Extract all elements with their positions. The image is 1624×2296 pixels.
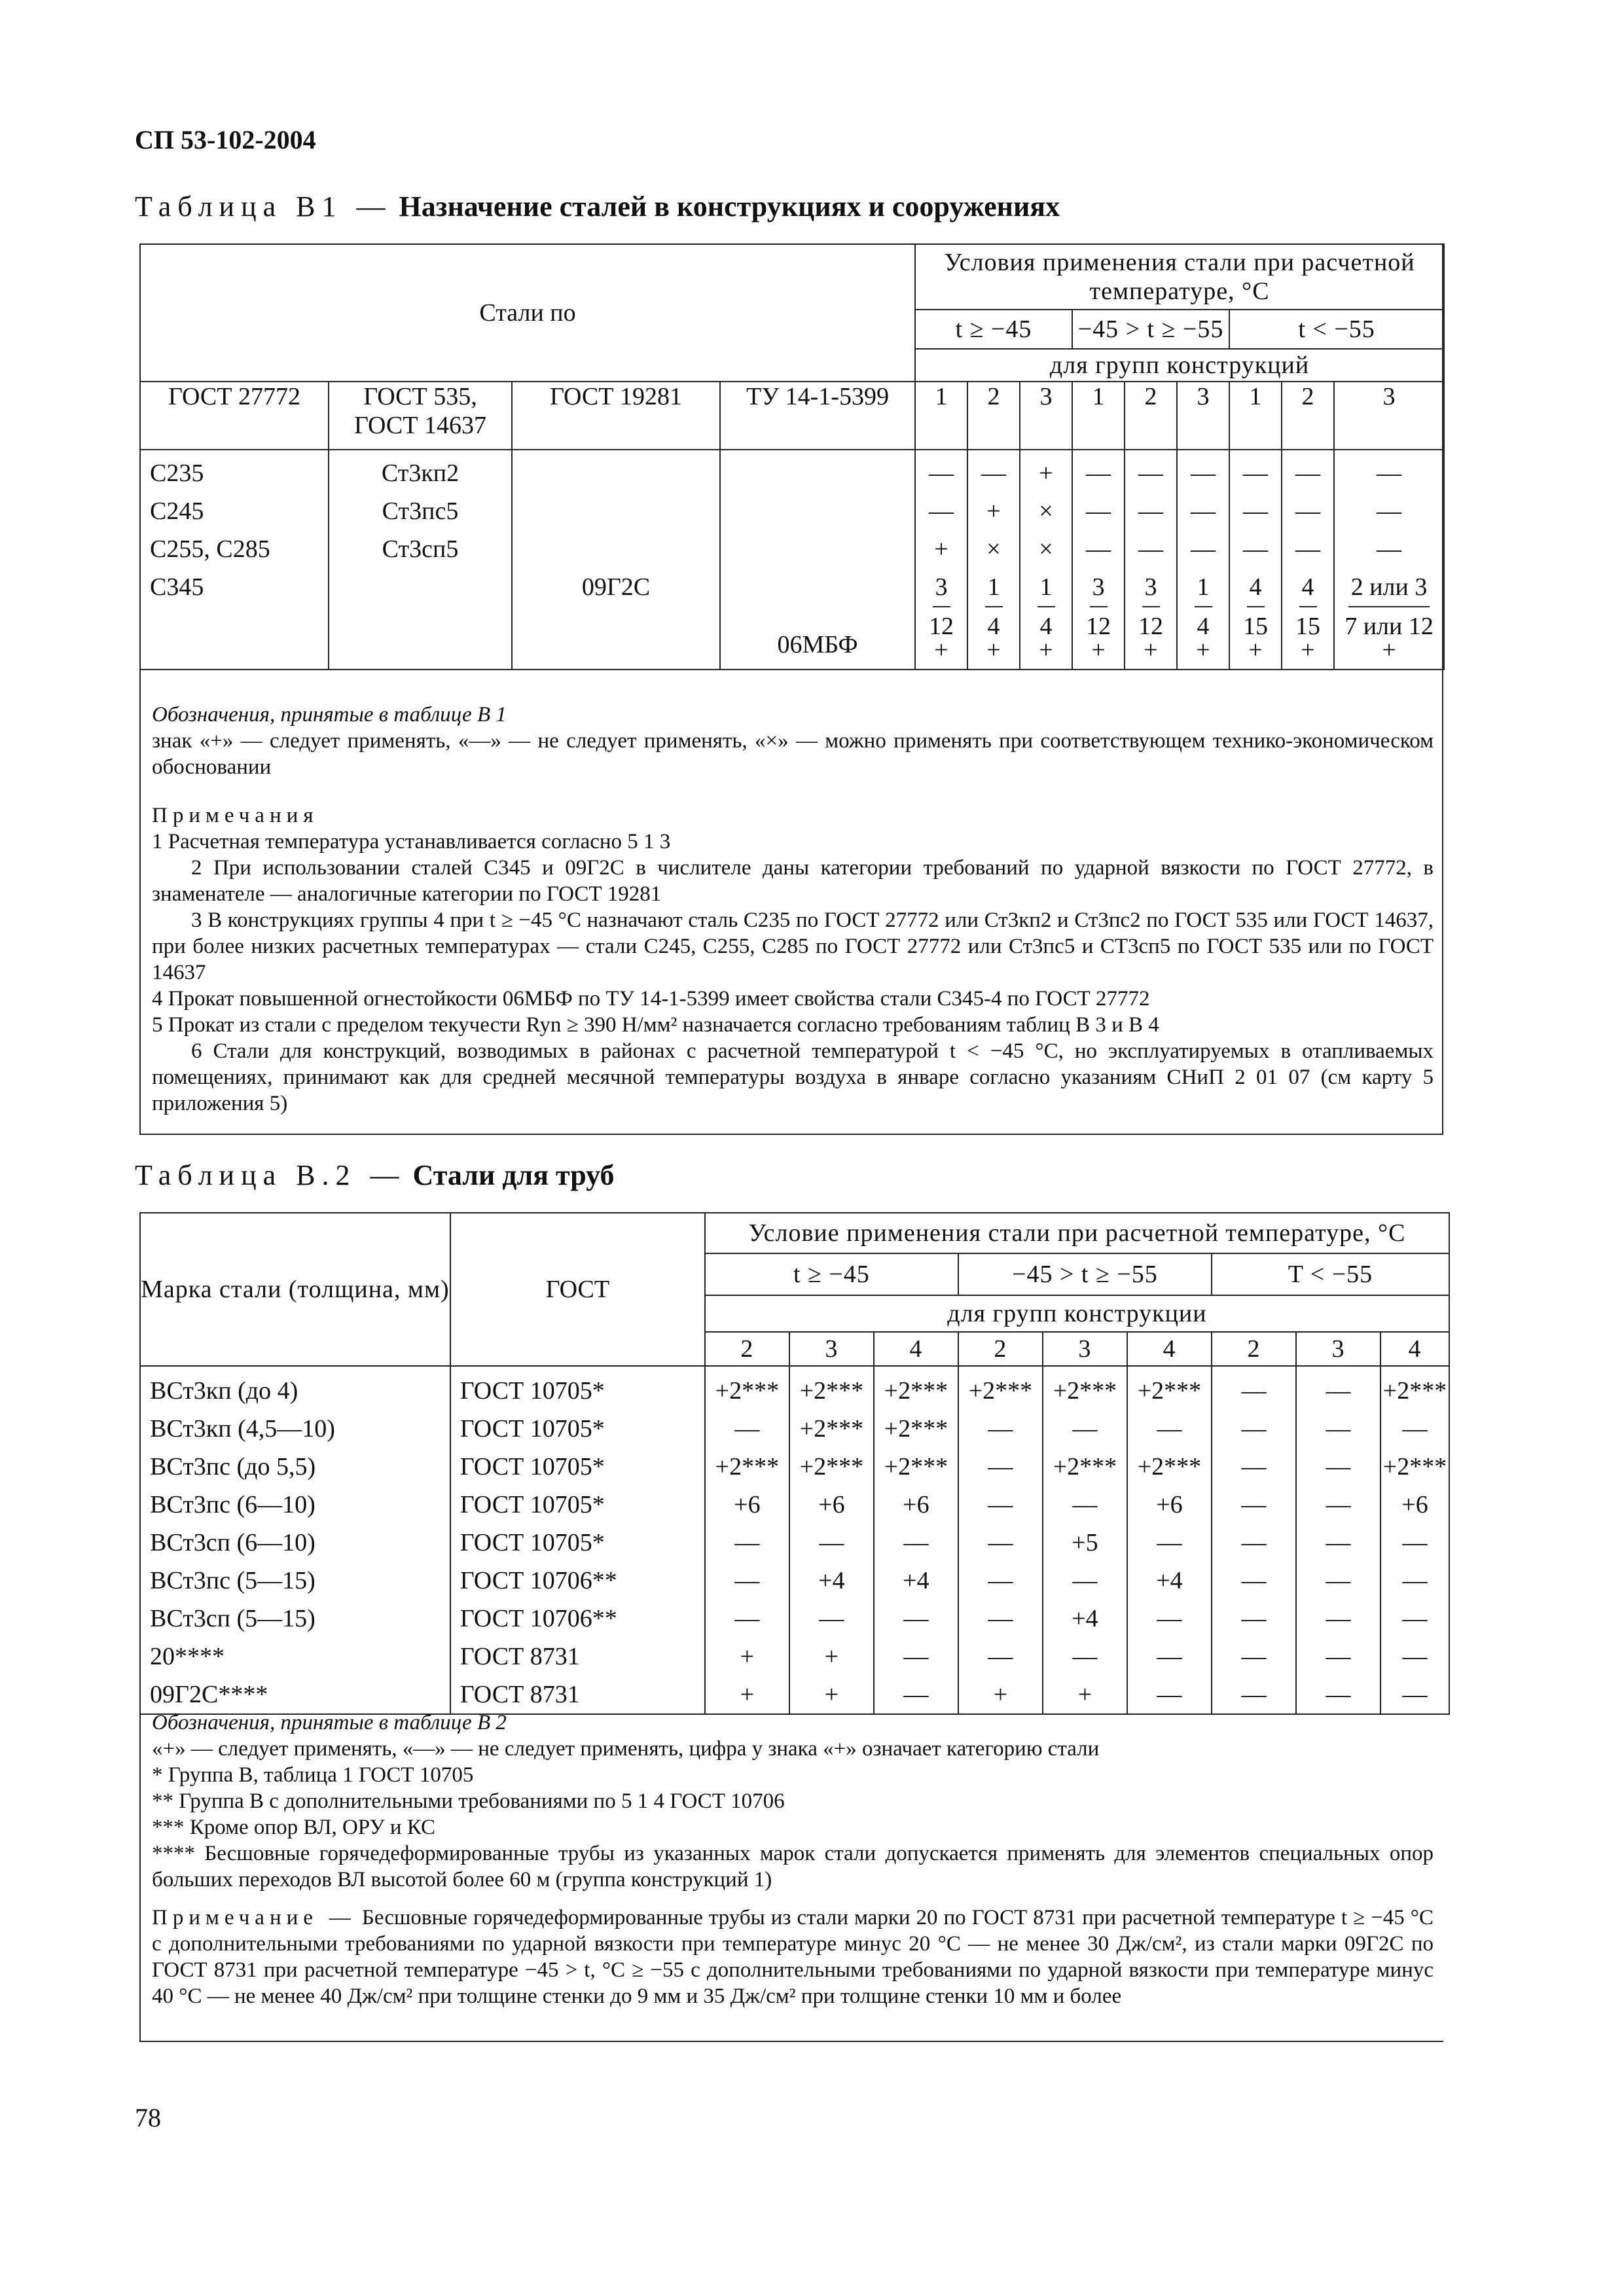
table2-cell: +6 — [903, 1491, 929, 1518]
table1-cell: — — [1138, 459, 1163, 487]
table1-caption — [135, 190, 1060, 223]
data-column-g1b — [1072, 450, 1125, 670]
table2-cell: + — [993, 1681, 1008, 1708]
data-column — [1212, 1366, 1296, 1714]
group-number: 3 — [1020, 382, 1072, 450]
table1-cell: — — [1138, 535, 1163, 563]
col-tu-values — [720, 450, 915, 670]
group-number: 4 — [1127, 1332, 1212, 1366]
table2-cell: + — [824, 1643, 839, 1670]
data-column-g3c — [1334, 450, 1444, 670]
table2-cell: — — [988, 1643, 1013, 1670]
table2-cell: ВСт3пс (5—15) — [150, 1567, 316, 1594]
table2-cell: — — [903, 1605, 929, 1632]
table2-cell: — — [1241, 1415, 1267, 1443]
fraction-wrap — [1230, 568, 1281, 640]
table2-cell: — — [1241, 1529, 1267, 1556]
table2-cell: — — [734, 1605, 760, 1632]
group-number: 3 — [1296, 1332, 1380, 1366]
table2-cell: — — [734, 1567, 760, 1594]
col-steel — [140, 1366, 450, 1714]
fraction-numerator: 2 или 3 — [1348, 568, 1430, 607]
note-paragraph — [152, 1905, 1434, 2009]
col-header-tu: ТУ 14-1-5399 — [720, 382, 915, 450]
data-column-g3b — [1177, 450, 1229, 670]
table2-cell: 20**** — [150, 1643, 225, 1670]
table2-cell: — — [1157, 1529, 1182, 1556]
col-gost535-values — [329, 450, 512, 670]
table2-cell: + — [824, 1681, 839, 1708]
table1-caption-prefix: Таблица В1 — — [135, 190, 392, 223]
table2-cell: +2*** — [1137, 1377, 1202, 1405]
data-column-cells — [1125, 450, 1176, 669]
table2-cell: 09Г2С**** — [150, 1681, 268, 1708]
table1-cell-06mbf: + — [986, 636, 1001, 664]
table2-cell: — — [734, 1415, 760, 1443]
table2-cell: ГОСТ 10705* — [460, 1529, 605, 1556]
table1-cell-06mbf: + — [1144, 636, 1158, 664]
table1-cell: — — [1191, 497, 1216, 525]
table1-cell: — — [1138, 497, 1163, 525]
table2-cell: ВСт3сп (6—10) — [150, 1529, 316, 1556]
table2-cell: — — [734, 1529, 760, 1556]
temp-range-1: t ≥ −45 — [705, 1253, 958, 1295]
table2-cell: — — [1402, 1681, 1428, 1708]
stali-po-header: Стали по — [140, 244, 915, 382]
legend-title: Обозначения, принятые в таблице В 2 — [152, 1711, 507, 1734]
table2-cell: +2*** — [884, 1415, 948, 1443]
table2-cell: — — [1402, 1415, 1428, 1443]
table1-cell-06mbf: + — [1039, 636, 1053, 664]
group-number: 2 — [705, 1332, 789, 1366]
table2-caption-prefix: Таблица В.2 — — [135, 1159, 406, 1191]
table2-cell: +2*** — [1053, 1377, 1117, 1405]
table1-cell: — — [1243, 459, 1268, 487]
group-number: 3 — [1043, 1332, 1127, 1366]
fraction-denominator: 4 — [1039, 613, 1053, 640]
data-column-cells — [1128, 1367, 1211, 1713]
data-column — [1380, 1366, 1449, 1714]
table1-cell: × — [1039, 497, 1053, 525]
table2-cell: ГОСТ 10705* — [460, 1415, 605, 1443]
data-column-g2a — [967, 450, 1020, 670]
steel-c235: С235 — [150, 459, 204, 487]
group-number: 3 — [1177, 382, 1229, 450]
temp-range-1: t ≥ −45 — [915, 310, 1072, 349]
group-number: 3 — [789, 1332, 874, 1366]
table2-cell: +2*** — [799, 1453, 864, 1480]
table1-cell: — — [1295, 459, 1320, 487]
table1-cell: — — [1191, 535, 1216, 563]
data-column-cells — [1043, 1367, 1127, 1713]
table2-cell: — — [988, 1453, 1013, 1480]
group-number: 2 — [1282, 382, 1334, 450]
data-column-cells — [959, 1367, 1042, 1713]
table1-cell: — — [1377, 459, 1402, 487]
col-steel-cells — [141, 1367, 450, 1713]
table2-cell: +2*** — [968, 1377, 1033, 1405]
table2-cell: ВСт3кп (4,5—10) — [150, 1415, 335, 1443]
fraction-denominator: 7 или 12 — [1344, 613, 1434, 640]
data-column-cells — [1073, 450, 1124, 669]
table2-cell: — — [1241, 1567, 1267, 1594]
data-column — [874, 1366, 958, 1714]
legend-item: * Группа В, таблица 1 ГОСТ 10705 — [152, 1763, 474, 1787]
fraction-wrap — [1282, 568, 1333, 640]
table2-cell: — — [1326, 1529, 1351, 1556]
note-label: Примечание — — [152, 1906, 356, 1929]
table2-caption — [135, 1158, 615, 1192]
temp-range-2: −45 > t ≥ −55 — [958, 1253, 1212, 1295]
table1-cell: — — [1086, 497, 1111, 525]
table2-cell: — — [1241, 1605, 1267, 1632]
table1-cell: — — [1086, 535, 1111, 563]
table2-cell: ВСт3пс (6—10) — [150, 1491, 316, 1518]
table2-cell: — — [1402, 1605, 1428, 1632]
temp-range-3: t < −55 — [1229, 310, 1444, 349]
data-column-cells — [1297, 1367, 1380, 1713]
table1-cell-06mbf: + — [1091, 636, 1106, 664]
fraction-denominator: 12 — [1086, 613, 1111, 640]
table2-cell: — — [1326, 1605, 1351, 1632]
table2-cell: — — [1326, 1453, 1351, 1480]
table2-cell: +6 — [1156, 1491, 1183, 1518]
fraction — [929, 568, 954, 640]
fraction — [1195, 568, 1212, 640]
fraction-denominator: 15 — [1243, 613, 1268, 640]
table2-cell: — — [988, 1567, 1013, 1594]
table2-cell: +2*** — [884, 1377, 948, 1405]
table2-cell: — — [1241, 1377, 1267, 1405]
group-number: 4 — [1380, 1332, 1449, 1366]
table1-cell: — — [929, 497, 954, 525]
col-header-gost19281: ГОСТ 19281 — [512, 382, 720, 450]
fraction-denominator: 12 — [929, 613, 954, 640]
table2-cell: ВСт3пс (до 5,5) — [150, 1453, 316, 1480]
table1-cell-06mbf: + — [1301, 636, 1315, 664]
table2-cell: — — [1241, 1643, 1267, 1670]
steel-st3ps5: Ст3пс5 — [382, 497, 459, 525]
fraction-numerator: 3 — [1090, 568, 1108, 607]
note-item: 4 Прокат повышенной огнестойкости 06МБФ по ТУ 14-1-5399 имеет свойства стали С345-4 по ГОСТ 27772 — [152, 987, 1150, 1011]
table1-cell: — — [1295, 497, 1320, 525]
table2-cell: — — [1402, 1567, 1428, 1594]
table2-cell: +2*** — [1137, 1453, 1202, 1480]
fraction-denominator: 12 — [1138, 613, 1163, 640]
col-gost19281-values — [512, 450, 720, 670]
table1-cell: — — [1377, 535, 1402, 563]
table1-cell: — — [1377, 497, 1402, 525]
table2-cell: +2*** — [884, 1453, 948, 1480]
data-column — [958, 1366, 1043, 1714]
table2-cell: ГОСТ 10705* — [460, 1453, 605, 1480]
table2-cell: — — [1326, 1491, 1351, 1518]
group-number: 2 — [958, 1332, 1043, 1366]
table2-notes — [152, 1710, 1434, 2009]
data-column-cells — [1230, 450, 1281, 669]
steel-st3sp5: Ст3сп5 — [382, 535, 459, 563]
table2-cell: +6 — [818, 1491, 845, 1518]
data-column-cells — [968, 450, 1019, 669]
note-text: Бесшовные горячедеформированные трубы из стали марки 20 по ГОСТ 8731 при расчетной температуре t ≥ −45 °С с дополнительными требованиями по ударной вязкости при температуре минус 20 °С — не менее 30 Дж/см², из стали марки 09Г2С по ГОСТ 8731 при расчетной температуре −45 > t, °С ≥ −55 с дополнительными требованиями по ударной вязкости при температуре минус 40 °С — не менее 40 Дж/см² при толщине стенки до 9 мм и 35 Дж/см² при толщине стенки 10 мм и более — [152, 1906, 1434, 2008]
table1-cell: × — [1039, 535, 1053, 563]
data-column-cells — [1020, 450, 1072, 669]
table1-cell: — — [929, 459, 954, 487]
table2-cell: +2*** — [1382, 1453, 1447, 1480]
table2-cell: — — [988, 1491, 1013, 1518]
table2-cell: — — [1157, 1605, 1182, 1632]
data-column-cells — [875, 1367, 958, 1713]
steel-06mbf: 06МБФ — [777, 631, 858, 658]
data-column-cells — [1335, 450, 1443, 669]
table2-cell: +2*** — [799, 1415, 864, 1443]
table2-cell: — — [988, 1529, 1013, 1556]
data-column — [1043, 1366, 1127, 1714]
group-number: 3 — [1334, 382, 1444, 450]
group-number: 4 — [874, 1332, 958, 1366]
conditions-header: Условия применения стали при расчетной температуре, °С — [915, 244, 1444, 310]
table2-cell: +2*** — [1382, 1377, 1447, 1405]
table2-caption-title: Стали для труб — [412, 1159, 615, 1191]
table2-cell: — — [903, 1529, 929, 1556]
data-column-cells — [1282, 450, 1333, 669]
legend-title: Обозначения, принятые в таблице В 1 — [152, 703, 507, 726]
table2-cell: + — [740, 1681, 755, 1708]
table2-cell: — — [903, 1681, 929, 1708]
fraction — [1086, 568, 1111, 640]
table2-cell: — — [819, 1605, 844, 1632]
table2-cell: +2*** — [799, 1377, 864, 1405]
data-column-g1a — [915, 450, 967, 670]
col-gost-header: ГОСТ — [450, 1213, 705, 1366]
col-steel-header: Марка стали (толщина, мм) — [140, 1213, 450, 1366]
table2-cell: — — [1402, 1643, 1428, 1670]
note-item: 1 Расчетная температура устанавливается согласно 5 1 3 — [152, 830, 671, 853]
table2-cell: +4 — [903, 1567, 929, 1594]
page-header: СП 53-102-2004 — [135, 125, 316, 154]
fraction-numerator: 3 — [933, 568, 950, 607]
note-item: 5 Прокат из стали с пределом текучести Ryn ≥ 390 Н/мм² назначается согласно требованиям таблиц В 3 и В 4 — [152, 1013, 1159, 1037]
fraction-numerator: 3 — [1142, 568, 1160, 607]
table2-cell: ГОСТ 10705* — [460, 1491, 605, 1518]
table2-cell: — — [1326, 1567, 1351, 1594]
data-column-cells — [1178, 450, 1229, 669]
table1-cell-06mbf: + — [1248, 636, 1263, 664]
conditions-header: Условие применения стали при расчетной температуре, °С — [705, 1213, 1449, 1253]
data-column-g2c — [1282, 450, 1334, 670]
table2-cell: +2*** — [1053, 1453, 1117, 1480]
fraction-denominator: 15 — [1295, 613, 1320, 640]
table2-cell: + — [1077, 1681, 1092, 1708]
fraction-numerator: 4 — [1247, 568, 1265, 607]
table1-caption-title: Назначение сталей в конструкциях и сооружениях — [399, 190, 1060, 223]
table2-cell: ГОСТ 8731 — [460, 1643, 580, 1670]
table2-cell: — — [903, 1643, 929, 1670]
note-item: 3 В конструкциях группы 4 при t ≥ −45 °С назначают сталь С235 по ГОСТ 27772 или Ст3кп2 и Ст3пс2 по ГОСТ 535 или ГОСТ 14637, при более низких расчетных температурах — стали С245, С255, С285 по ГОСТ 27772 или Ст3пс5 и СТ3сп5 по ГОСТ 535 или по ГОСТ 14637 — [152, 908, 1434, 984]
table2-cell: +6 — [1401, 1491, 1428, 1518]
group-number: 2 — [1212, 1332, 1296, 1366]
table2-cell: +4 — [1072, 1605, 1098, 1632]
table2-cell: +5 — [1072, 1529, 1098, 1556]
table1 — [139, 243, 1445, 670]
group-number: 2 — [1125, 382, 1177, 450]
fraction-numerator: 1 — [985, 568, 1003, 607]
group-number: 1 — [1072, 382, 1125, 450]
table2-cell: +2*** — [715, 1453, 780, 1480]
table2-cell: — — [1157, 1415, 1182, 1443]
table1-cell: — — [1086, 459, 1111, 487]
table2-cell: — — [1241, 1491, 1267, 1518]
group-number: 1 — [915, 382, 967, 450]
data-column-cells — [1212, 1367, 1295, 1713]
fraction-numerator: 1 — [1195, 568, 1212, 607]
data-column — [1296, 1366, 1380, 1714]
table2 — [139, 1212, 1450, 1715]
fraction-wrap — [968, 568, 1019, 640]
fraction-denominator: 4 — [1197, 613, 1210, 640]
table1-cell: + — [986, 497, 1001, 525]
legend-text: знак «+» — следует применять, «—» — не следует применять, «×» — можно применять при соответствующем технико-экономическом обосновании — [152, 729, 1434, 779]
table2-cell: ГОСТ 10706** — [460, 1605, 617, 1632]
col-gost-cells — [451, 1367, 704, 1713]
table1-cell: × — [986, 535, 1001, 563]
fraction-numerator: 1 — [1038, 568, 1055, 607]
table1-cell-06mbf: + — [1382, 636, 1396, 664]
table2-cell: ГОСТ 10706** — [460, 1567, 617, 1594]
col-header-gost535: ГОСТ 535, ГОСТ 14637 — [329, 382, 512, 450]
data-column-cells — [790, 1367, 873, 1713]
legend-item: **** Бесшовные горячедеформированные трубы из указанных марок стали допускается применять для элементов специальных опор больших переходов ВЛ высотой более 60 м (группа конструкций 1) — [152, 1842, 1434, 1892]
table2-cell: ГОСТ 8731 — [460, 1681, 580, 1708]
table2-cell: +6 — [734, 1491, 761, 1518]
fraction-wrap — [1020, 568, 1072, 640]
table2-cell: — — [1072, 1643, 1098, 1670]
fraction — [1295, 568, 1320, 640]
table2-cell: — — [1326, 1643, 1351, 1670]
col-gost27772-values — [140, 450, 329, 670]
data-column-cells — [1381, 1367, 1449, 1713]
group-number: 1 — [1229, 382, 1282, 450]
data-column-g3a — [1020, 450, 1072, 670]
table2-cell: — — [1072, 1491, 1098, 1518]
fraction — [1138, 568, 1163, 640]
table1-cell: + — [934, 535, 948, 563]
fraction — [1038, 568, 1055, 640]
page-number: 78 — [135, 2103, 161, 2132]
steel-09g2s: 09Г2С — [581, 573, 651, 601]
table2-cell: — — [1241, 1453, 1267, 1480]
table1-notes — [152, 702, 1434, 1117]
table1-cell: — — [981, 459, 1006, 487]
table1-cell: — — [1191, 459, 1216, 487]
steel-st3kp2: Ст3кп2 — [381, 459, 460, 487]
data-column-cells — [916, 450, 967, 669]
table2-cell: — — [1157, 1681, 1182, 1708]
table2-cell: — — [1326, 1377, 1351, 1405]
fraction — [1344, 568, 1434, 640]
table2-cell: — — [1241, 1681, 1267, 1708]
table1-cell: + — [1039, 459, 1053, 487]
fraction-denominator: 4 — [987, 613, 1000, 640]
table2-cell: — — [1072, 1567, 1098, 1594]
table2-cell: — — [1402, 1529, 1428, 1556]
steel-c345: С345 — [150, 573, 204, 601]
steel-c245: С245 — [150, 497, 204, 525]
table2-cell: +4 — [1156, 1567, 1183, 1594]
legend-item: ** Группа В с дополнительными требованиями по 5 1 4 ГОСТ 10706 — [152, 1789, 785, 1813]
table2-cell: — — [988, 1605, 1013, 1632]
note-item: 2 При использовании сталей С345 и 09Г2С в числителе даны категории требований по ударной вязкости по ГОСТ 27772, в знаменателе — аналогичные категории по ГОСТ 19281 — [152, 856, 1434, 906]
fraction-wrap — [1178, 568, 1229, 640]
table2-cell: +2*** — [715, 1377, 780, 1405]
table2-cell: — — [1072, 1415, 1098, 1443]
notes-title: Примечания — [152, 804, 319, 827]
data-column-g1c — [1229, 450, 1282, 670]
data-column — [1127, 1366, 1212, 1714]
fraction — [1243, 568, 1268, 640]
fraction-wrap — [1125, 568, 1176, 640]
col-header-gost27772: ГОСТ 27772 — [140, 382, 329, 450]
table2-cell: ВСт3сп (5—15) — [150, 1605, 316, 1632]
table2-cell: ВСт3кп (до 4) — [150, 1377, 298, 1405]
legend-item: «+» — следует применять, «—» — не следует применять, цифра у знака «+» означает категорию стали — [152, 1737, 1100, 1761]
table2-cell: +4 — [818, 1567, 845, 1594]
data-column-cells — [706, 1367, 789, 1713]
data-column — [789, 1366, 874, 1714]
note-item: 6 Стали для конструкций, возводимых в районах с расчетной температурой t < −45 °С, но эксплуатируемых в отапливаемых помещениях, принимают как для средней месячной температуры воздуха в январе согласно указаниям СНиП 2 01 07 (см карту 5 приложения 5) — [152, 1039, 1434, 1115]
table1-cell-06mbf: + — [1196, 636, 1210, 664]
legend-item: *** Кроме опор ВЛ, ОРУ и КС — [152, 1816, 436, 1839]
table2-cell: + — [740, 1643, 755, 1670]
temp-range-2: −45 > t ≥ −55 — [1072, 310, 1229, 349]
groups-label: для групп конструкций — [915, 349, 1444, 382]
group-number: 2 — [967, 382, 1020, 450]
table2-cell: — — [819, 1529, 844, 1556]
col-gost — [450, 1366, 705, 1714]
fraction-numerator: 4 — [1299, 568, 1317, 607]
temp-range-3: T < −55 — [1212, 1253, 1449, 1295]
table1-cell: — — [1243, 497, 1268, 525]
table1-cell: — — [1295, 535, 1320, 563]
fraction-wrap — [1073, 568, 1124, 640]
fraction-wrap — [1335, 568, 1443, 640]
fraction-wrap — [916, 568, 967, 640]
data-column-g2b — [1125, 450, 1177, 670]
table2-cell: ГОСТ 10705* — [460, 1377, 605, 1405]
data-column — [705, 1366, 789, 1714]
table2-cell: — — [1326, 1681, 1351, 1708]
table2-cell: — — [1157, 1643, 1182, 1670]
table1-cell-06mbf: + — [934, 636, 948, 664]
table2-cell: — — [988, 1415, 1013, 1443]
fraction — [985, 568, 1003, 640]
table1-cell: — — [1243, 535, 1268, 563]
groups-label: для групп конструкции — [705, 1295, 1449, 1332]
table2-cell: — — [1326, 1415, 1351, 1443]
steel-c255-c285: С255, С285 — [150, 535, 270, 563]
